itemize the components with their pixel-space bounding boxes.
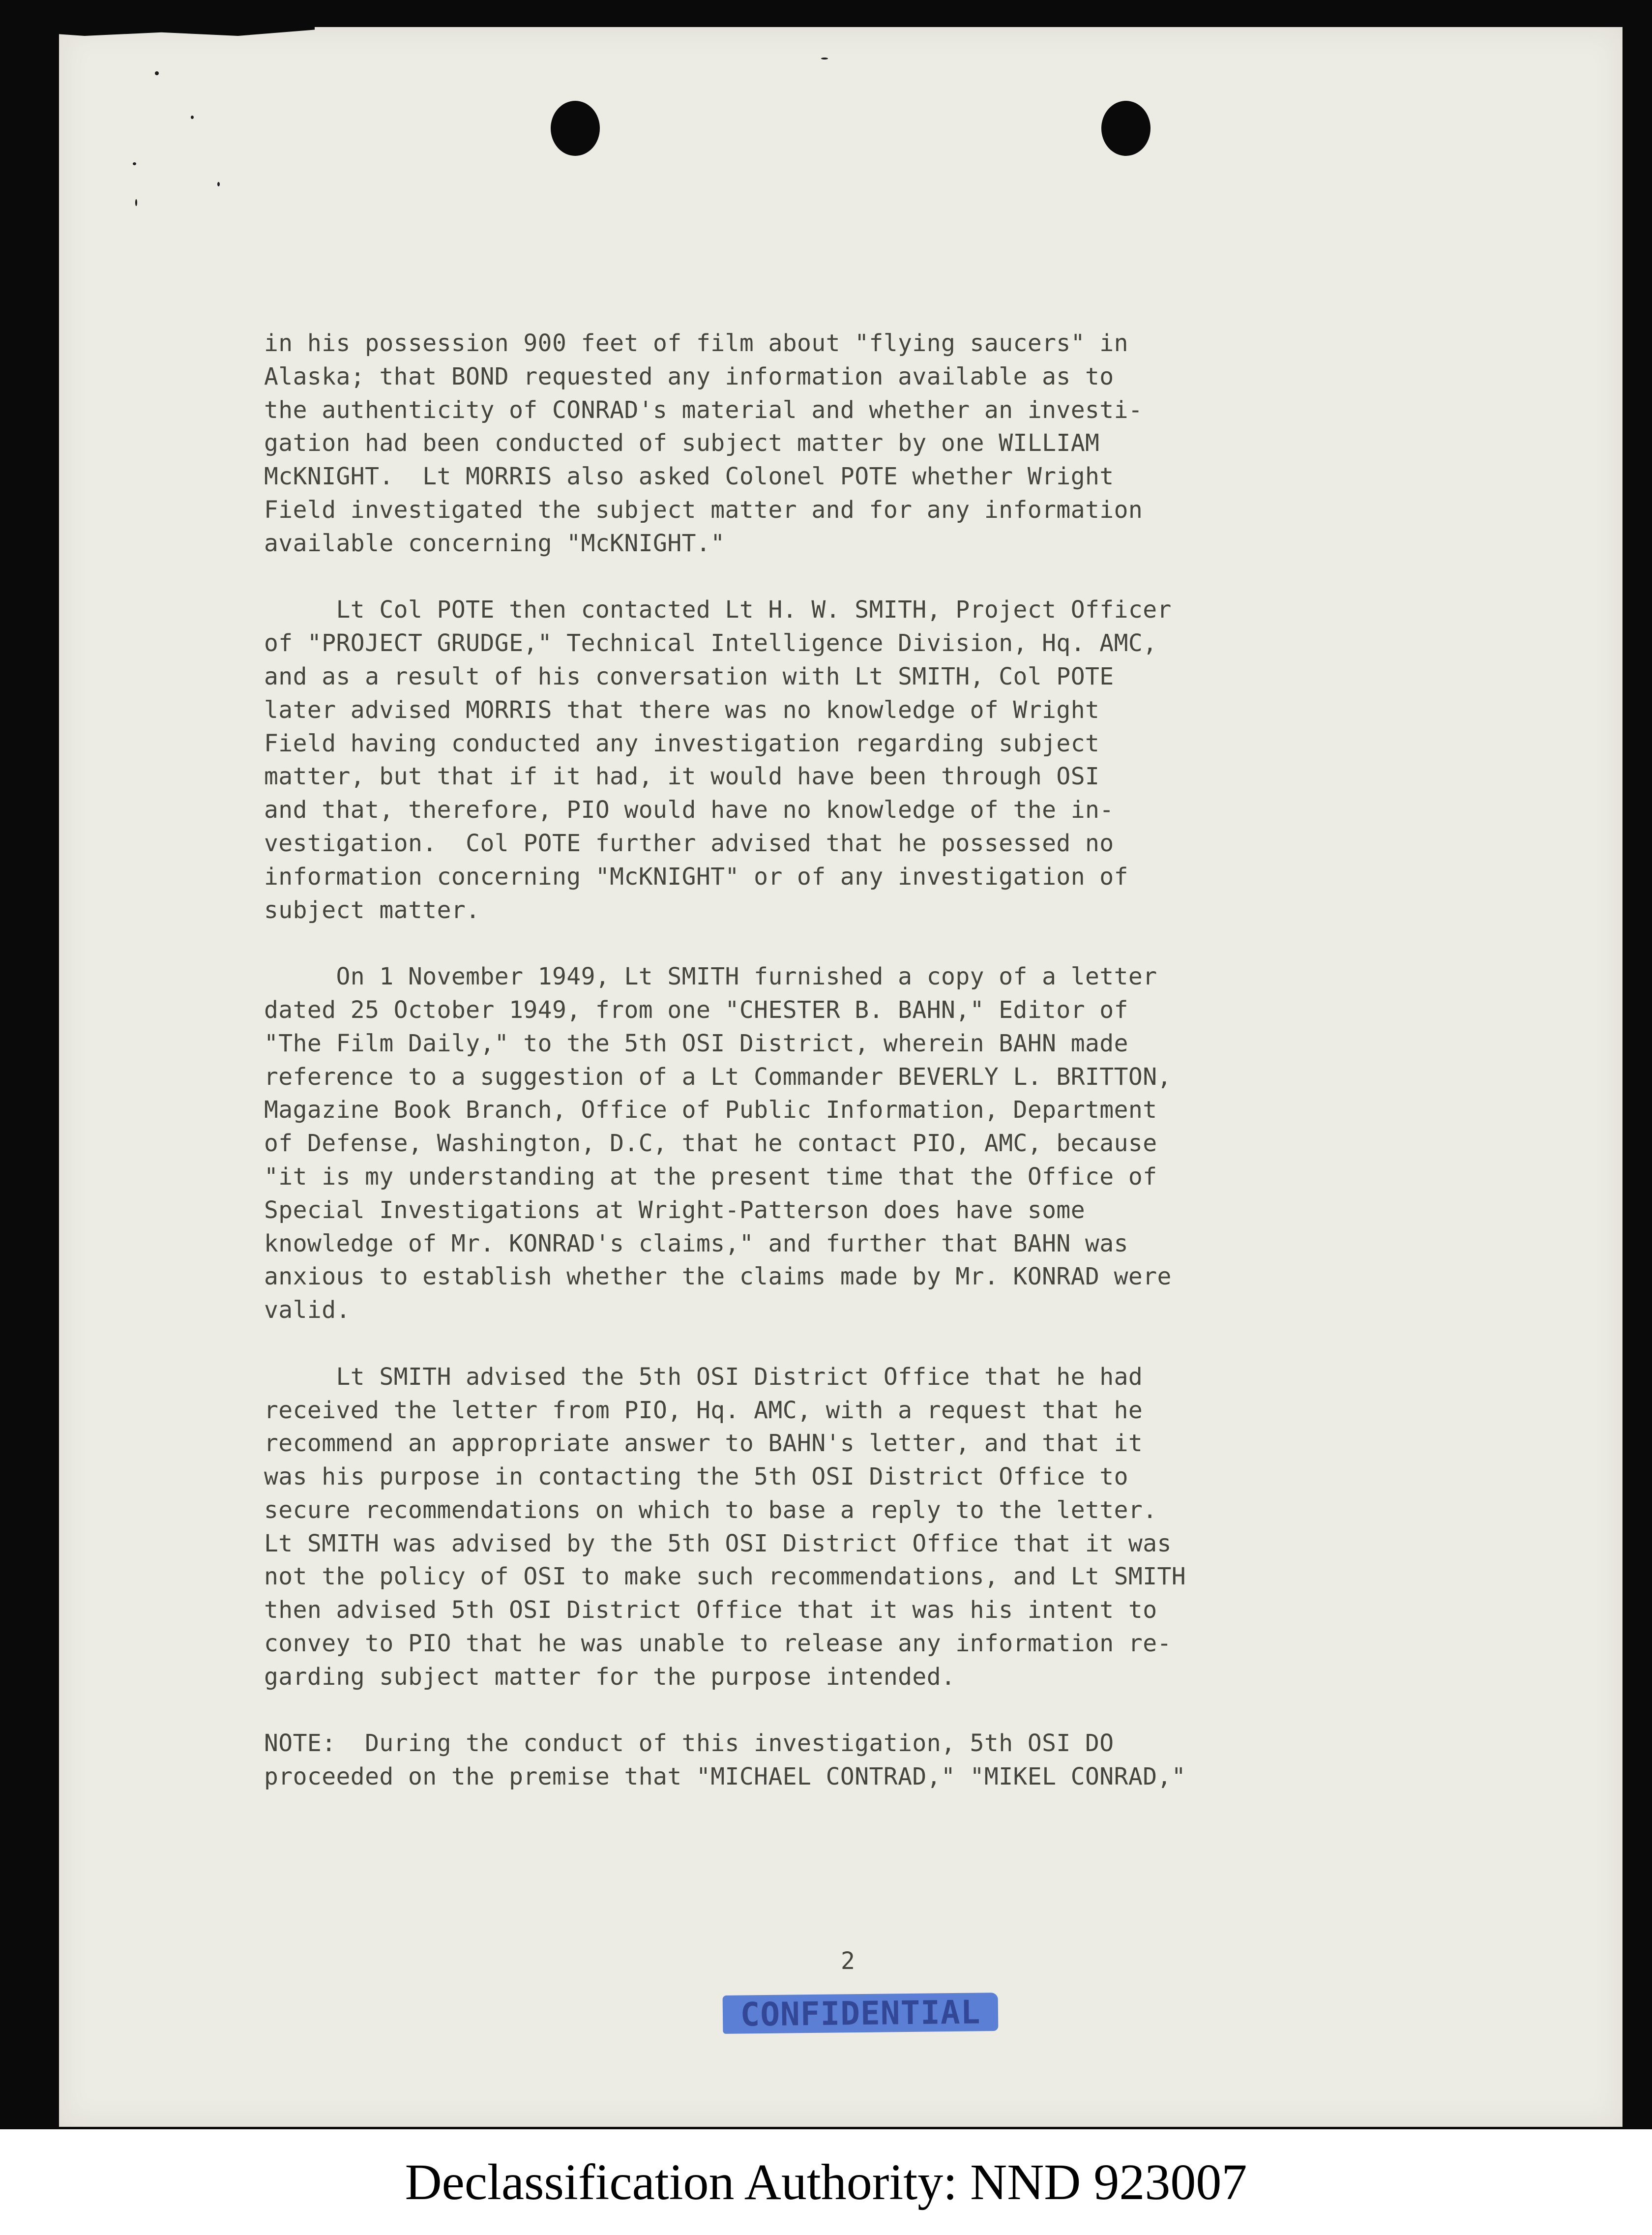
- text-line: was his purpose in contacting the 5th OSI District Office to: [264, 1463, 1128, 1491]
- text-line: Alaska; that BOND requested any information available as to: [264, 362, 1114, 390]
- page-number: 2: [841, 1947, 855, 1975]
- punch-hole-right: [1101, 101, 1150, 156]
- text-line: then advised 5th OSI District Office that it was his intent to: [264, 1596, 1157, 1624]
- text-line: valid.: [264, 1296, 351, 1324]
- punch-hole-left: [551, 101, 600, 156]
- declassification-authority-text: Declassification Authority: NND 923007: [405, 2154, 1247, 2210]
- paragraph-p2: [264, 594, 1395, 927]
- text-line: of "PROJECT GRUDGE," Technical Intelligence Division, Hq. AMC,: [264, 629, 1157, 657]
- text-line: reference to a suggestion of a Lt Commander BEVERLY L. BRITTON,: [264, 1063, 1172, 1091]
- text-line: NOTE: During the conduct of this investigation, 5th OSI DO: [264, 1729, 1114, 1758]
- ink-speck: [191, 116, 194, 119]
- text-line: available concerning "McKNIGHT.": [264, 529, 725, 557]
- text-line: Special Investigations at Wright-Patterson does have some: [264, 1196, 1086, 1224]
- text-line: information concerning "McKNIGHT" or of any investigation of: [264, 863, 1128, 891]
- text-line: received the letter from PIO, Hq. AMC, with a request that he: [264, 1396, 1143, 1424]
- text-line: On 1 November 1949, Lt SMITH furnished a copy of a letter: [264, 963, 1157, 991]
- ink-speck: [217, 182, 220, 186]
- document-body: [264, 327, 1395, 1827]
- ink-speck: [821, 58, 828, 60]
- paragraph-p3: [264, 960, 1395, 1327]
- text-line: Magazine Book Branch, Office of Public Information, Department: [264, 1096, 1157, 1124]
- text-line: and as a result of his conversation with Lt SMITH, Col POTE: [264, 662, 1114, 690]
- ink-speck: [133, 162, 136, 165]
- text-line: Lt SMITH was advised by the 5th OSI District Office that it was: [264, 1529, 1172, 1557]
- confidential-stamp-text: CONFIDENTIAL: [740, 1993, 981, 2034]
- text-line: in his possession 900 feet of film about "flying saucers" in: [264, 329, 1128, 357]
- text-line: later advised MORRIS that there was no knowledge of Wright: [264, 696, 1100, 724]
- paragraph-p4: [264, 1361, 1395, 1694]
- text-line: and that, therefore, PIO would have no knowledge of the in-: [264, 796, 1114, 824]
- text-line: knowledge of Mr. KONRAD's claims," and further that BAHN was: [264, 1229, 1128, 1257]
- declassification-banner: [0, 2129, 1652, 2235]
- ink-speck: [155, 71, 159, 75]
- paragraph-p1: [264, 327, 1395, 561]
- text-line: subject matter.: [264, 896, 480, 924]
- text-line: Lt SMITH advised the 5th OSI District Office that he had: [264, 1363, 1143, 1391]
- confidential-stamp: [723, 1993, 999, 2034]
- text-line: "it is my understanding at the present time that the Office of: [264, 1162, 1157, 1191]
- text-line: not the policy of OSI to make such recommendations, and Lt SMITH: [264, 1563, 1186, 1591]
- text-line: recommend an appropriate answer to BAHN's letter, and that it: [264, 1430, 1143, 1458]
- text-line: gation had been conducted of subject matter by one WILLIAM: [264, 429, 1100, 457]
- text-line: matter, but that if it had, it would have been through OSI: [264, 763, 1100, 791]
- text-line: convey to PIO that he was unable to release any information re-: [264, 1630, 1172, 1658]
- torn-corner: [59, 27, 315, 36]
- text-line: Lt Col POTE then contacted Lt H. W. SMITH, Project Officer: [264, 596, 1172, 624]
- text-line: of Defense, Washington, D.C, that he contact PIO, AMC, because: [264, 1130, 1157, 1158]
- ink-speck: [135, 199, 137, 206]
- text-line: the authenticity of CONRAD's material and whether an investi-: [264, 396, 1143, 424]
- text-line: anxious to establish whether the claims made by Mr. KONRAD were: [264, 1263, 1172, 1291]
- text-line: "The Film Daily," to the 5th OSI District, wherein BAHN made: [264, 1029, 1128, 1057]
- text-line: dated 25 October 1949, from one "CHESTER B. BAHN," Editor of: [264, 996, 1128, 1024]
- paragraph-p5: [264, 1727, 1395, 1794]
- text-line: McKNIGHT. Lt MORRIS also asked Colonel POTE whether Wright: [264, 463, 1114, 491]
- text-line: vestigation. Col POTE further advised that he possessed no: [264, 829, 1114, 857]
- text-line: Field having conducted any investigation regarding subject: [264, 729, 1100, 757]
- text-line: proceeded on the premise that "MICHAEL CONTRAD," "MIKEL CONRAD,": [264, 1763, 1186, 1791]
- text-line: secure recommendations on which to base a reply to the letter.: [264, 1496, 1157, 1524]
- text-line: garding subject matter for the purpose intended.: [264, 1663, 956, 1691]
- text-line: Field investigated the subject matter and for any information: [264, 496, 1143, 524]
